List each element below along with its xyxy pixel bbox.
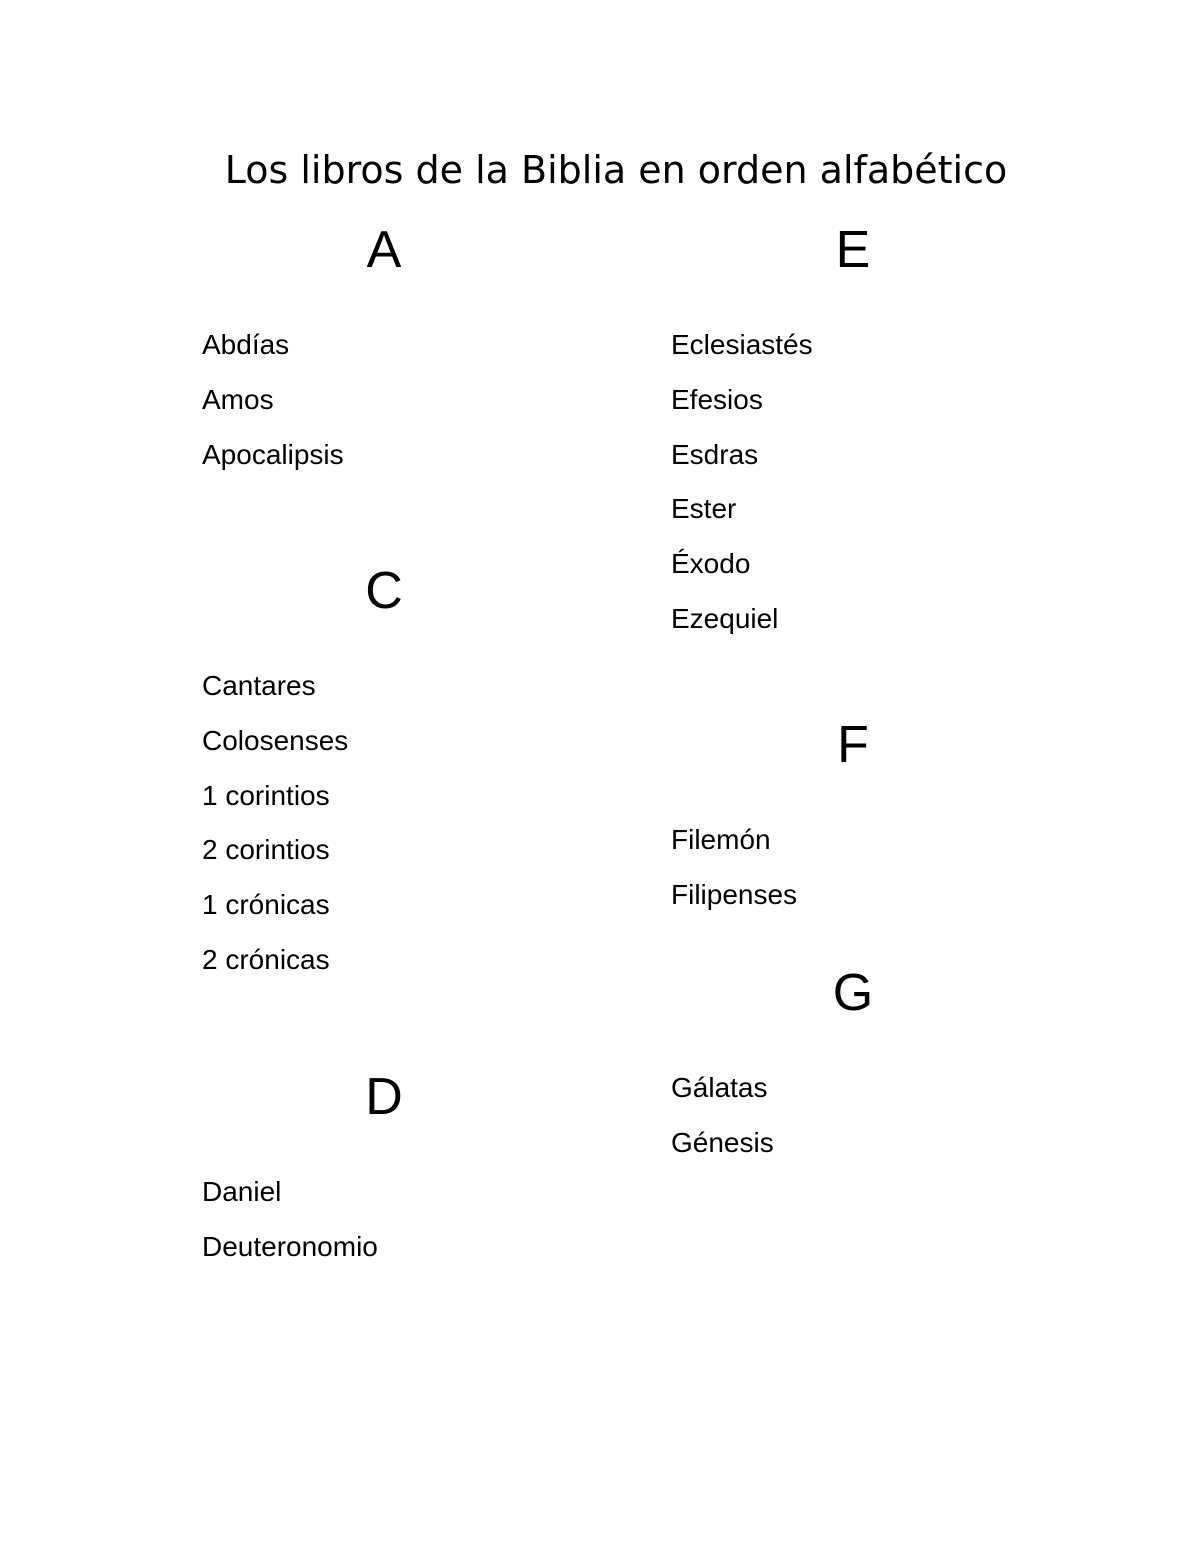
- book-item: Gálatas: [671, 1072, 768, 1103]
- book-item: Ester: [671, 493, 737, 525]
- book-list: [671, 1061, 1091, 1171]
- section-letter: [671, 222, 1091, 278]
- book-list: [202, 659, 622, 988]
- book-item: Deuteronomio: [202, 1230, 378, 1262]
- section-letter: [671, 717, 1091, 773]
- section-c: [202, 563, 622, 988]
- book-item: Cantares: [202, 670, 316, 701]
- section-d: [202, 1069, 622, 1275]
- book-list: [202, 1165, 622, 1275]
- section-letter-text: C: [365, 562, 403, 620]
- book-item: Daniel: [202, 1176, 282, 1207]
- page-title: Los libros de la Biblia en orden alfabético: [224, 148, 1008, 192]
- section-letter: [671, 965, 1091, 1021]
- book-list: [671, 318, 1091, 647]
- section-f: [671, 717, 1091, 923]
- section-letter-text: D: [365, 1068, 403, 1126]
- book-item: Ezequiel: [671, 602, 779, 634]
- book-item: Esdras: [671, 438, 759, 470]
- book-item: 2 crónicas: [202, 943, 330, 975]
- book-item: Colosenses: [202, 724, 349, 756]
- book-item: 1 corintios: [202, 779, 330, 811]
- section-g: [671, 965, 1091, 1171]
- section-letter: [202, 1069, 622, 1125]
- section-letter-text: A: [366, 221, 402, 279]
- book-item: Abdías: [202, 329, 290, 360]
- book-item: Génesis: [671, 1126, 774, 1158]
- section-letter-text: F: [837, 716, 869, 774]
- book-item: Éxodo: [671, 548, 751, 580]
- book-item: 1 crónicas: [202, 889, 330, 921]
- book-item: 2 corintios: [202, 834, 330, 866]
- section-letter: [202, 563, 622, 619]
- book-item: Apocalipsis: [202, 438, 344, 470]
- book-item: Amos: [202, 383, 274, 415]
- book-item: Filemón: [671, 824, 771, 855]
- section-letter-text: G: [832, 964, 874, 1022]
- section-letter-text: E: [835, 221, 871, 279]
- book-item: Filipenses: [671, 878, 798, 910]
- book-item: Eclesiastés: [671, 329, 813, 360]
- book-list: [202, 318, 622, 482]
- section-e: [671, 222, 1091, 647]
- section-a: [202, 222, 622, 482]
- section-letter: [202, 222, 622, 278]
- book-item: Efesios: [671, 383, 763, 415]
- book-list: [671, 813, 1091, 923]
